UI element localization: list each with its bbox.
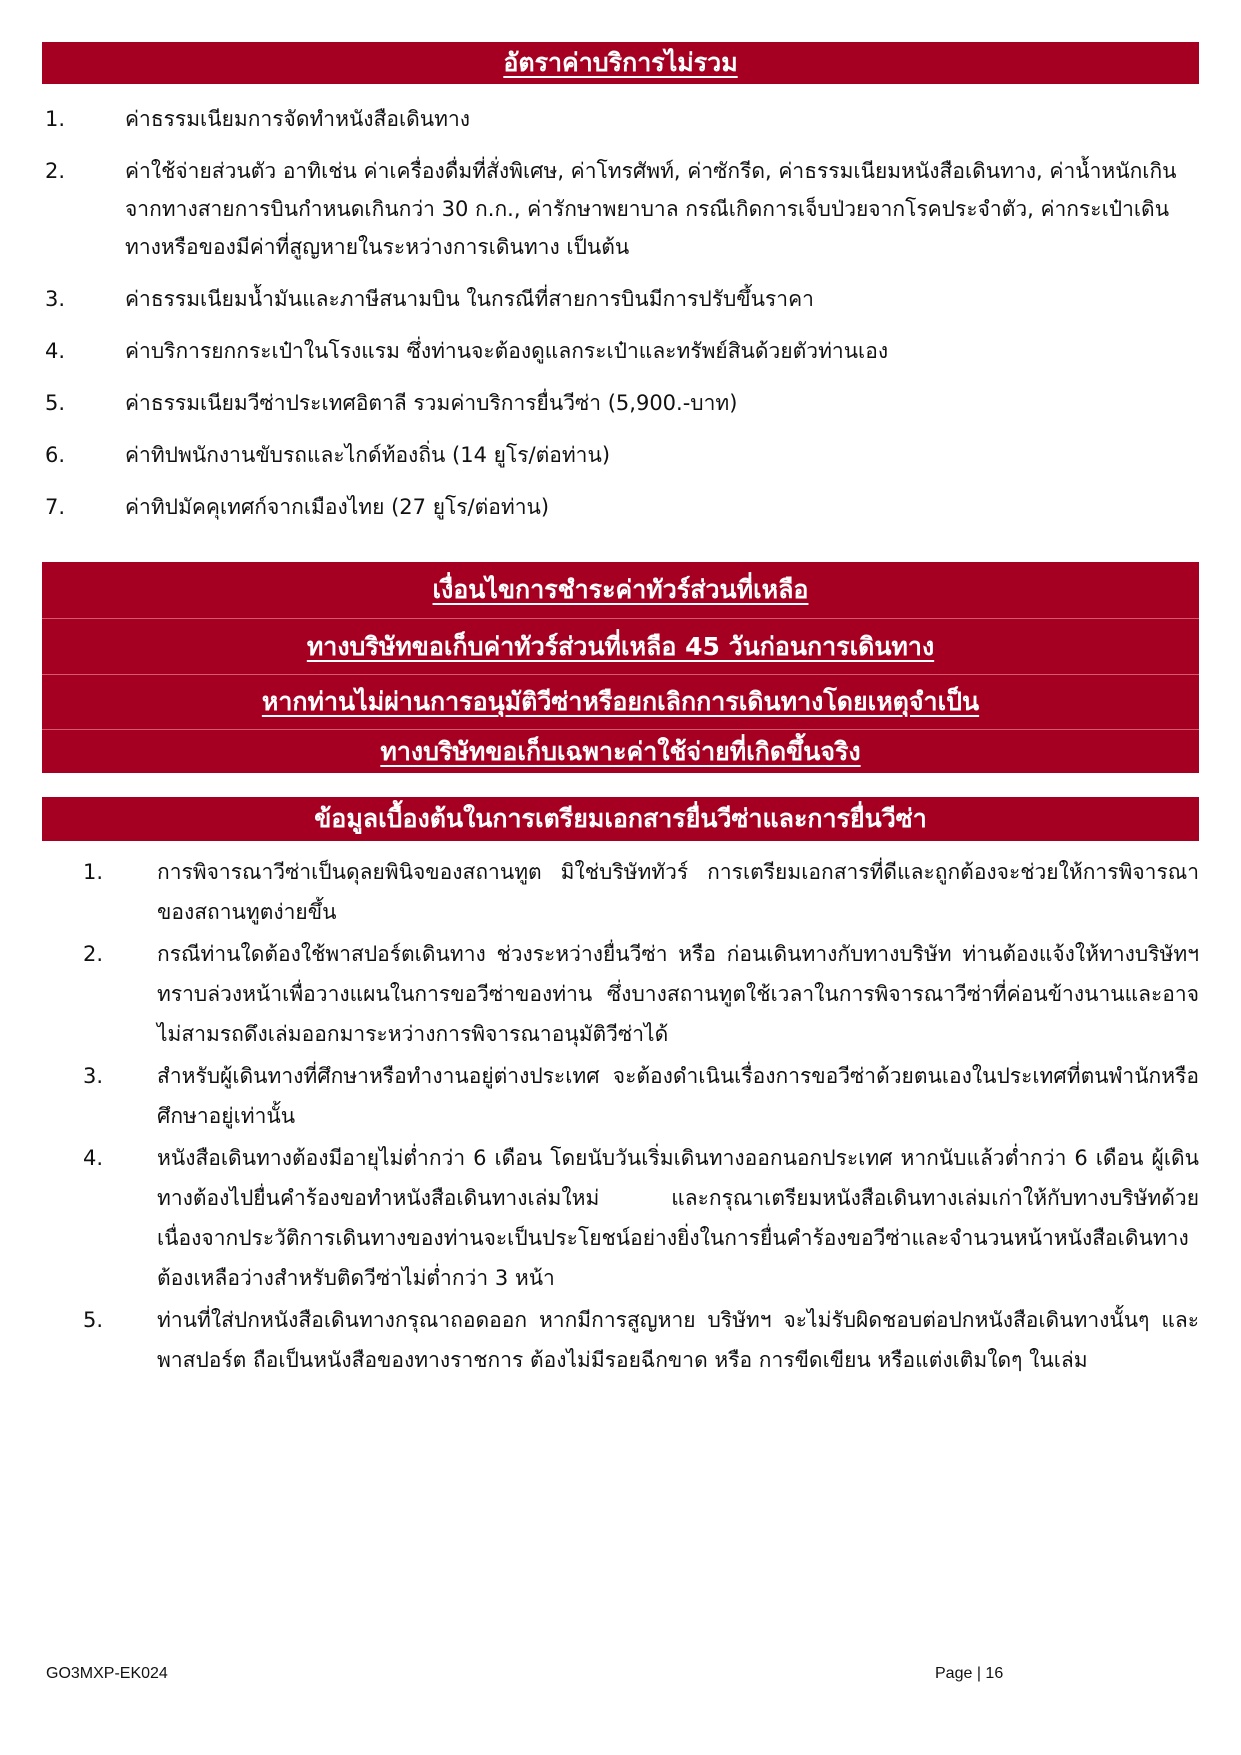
page-number: Page | 16 [935,1665,1004,1682]
item-text: ค่าธรรมเนียมน้ำมันและภาษีสนามบิน ในกรณีที่สายการบินมีการปรับขึ้นราคา [125,287,814,311]
excluded-section-header [42,42,1199,84]
item-number: 2. [45,159,66,183]
item-text: ท่านที่ใส่ปกหนังสือเดินทางกรุณาถอดออก หากมีการสูญหาย บริษัทฯ จะไม่รับผิดชอบต่อปกหนังสือเดินทางนั้นๆ และพาสปอร์ต ถือเป็นหนังสือของทางราชการ ต้องไม่มีรอยฉีกขาด หรือ การขีดเขียน หรือแต่งเติมใดๆ ในเล่ม [157,1308,1199,1372]
list-item [42,1056,1199,1136]
excluded-items-list [42,100,1199,540]
item-number: 4. [83,1146,104,1170]
item-text: ค่าธรรมเนียมวีซ่าประเทศอิตาลี รวมค่าบริการยื่นวีซ่า (5,900.-บาท) [125,391,738,415]
payment-line-2 [42,618,1199,674]
payment-text: หากท่านไม่ผ่านการอนุมัติวีซ่าหรือยกเลิกการเดินทางโดยเหตุจำเป็น [261,687,980,716]
visa-items-list [42,852,1199,1382]
payment-line-3 [42,674,1199,729]
item-text: สำหรับผู้เดินทางที่ศึกษาหรือทำงานอยู่ต่างประเทศ จะต้องดำเนินเรื่องการขอวีซ่าด้วยตนเองในประเทศที่ตนพำนักหรือศึกษาอยู่เท่านั้น [157,1064,1199,1128]
item-number: 6. [45,443,66,467]
visa-section-header [42,797,1199,841]
item-number: 7. [45,495,66,519]
item-text: ค่าธรรมเนียมการจัดทำหนังสือเดินทาง [125,107,471,131]
item-number: 5. [45,391,66,415]
item-number: 5. [83,1308,104,1332]
list-item [42,934,1199,1054]
visa-section-title: ข้อมูลเบื้องต้นในการเตรียมเอกสารยื่นวีซ่าและการยื่นวีซ่า [314,804,927,833]
item-number: 4. [45,339,66,363]
item-number: 1. [45,107,66,131]
list-item [42,1138,1199,1298]
payment-heading: เงื่อนไขการชำระค่าทัวร์ส่วนที่เหลือ [432,575,809,604]
excluded-section-title: อัตราค่าบริการไม่รวม [503,48,738,77]
item-text: ค่าบริการยกกระเป๋าในโรงแรม ซึ่งท่านจะต้องดูแลกระเป๋าและทรัพย์สินด้วยตัวท่านเอง [125,339,889,363]
list-item [42,332,1199,370]
payment-text: ทางบริษัทขอเก็บค่าทัวร์ส่วนที่เหลือ 45 วันก่อนการเดินทาง [306,631,935,661]
payment-line-1 [42,562,1199,618]
payment-line-4 [42,729,1199,773]
item-text: ค่าทิปพนักงานขับรถและไกด์ท้องถิ่น (14 ยูโร/ต่อท่าน) [125,443,611,467]
list-item [42,852,1199,932]
item-number: 2. [83,942,104,966]
list-item [42,152,1199,266]
payment-text: ทางบริษัทขอเก็บเฉพาะค่าใช้จ่ายที่เกิดขึ้นจริง [380,736,861,766]
list-item [42,436,1199,474]
item-text: ค่าใช้จ่ายส่วนตัว อาทิเช่น ค่าเครื่องดื่มที่สั่งพิเศษ, ค่าโทรศัพท์, ค่าซักรีด, ค่าธรรมเนียมหนังสือเดินทาง, ค่าน้ำหนักเกินจากทางสายการบินกำหนดเกินกว่า 30 ก.ก., ค่ารักษาพยาบาล กรณีเกิดการเจ็บป่วยจากโรคประจำตัว, ค่ากระเป๋าเดินทางหรือของมีค่าที่สูญหายในระหว่างการเดินทาง เป็นต้น [125,159,1177,259]
item-text: กรณีท่านใดต้องใช้พาสปอร์ตเดินทาง ช่วงระหว่างยื่นวีซ่า หรือ ก่อนเดินทางกับทางบริษัท ท่านต้องแจ้งให้ทางบริษัทฯ ทราบล่วงหน้าเพื่อวางแผนในการขอวีซ่าของท่าน ซึ่งบางสถานทูตใช้เวลาในการพิจารณาวีซ่าที่ค่อนข้างนานและอาจไม่สามรถดึงเล่มออกมาระหว่างการพิจารณาอนุมัติวีซ่าได้ [157,942,1199,1046]
list-item [42,384,1199,422]
item-text: ค่าทิปมัคคุเทศก์จากเมืองไทย (27 ยูโร/ต่อท่าน) [125,495,550,519]
document-code: GO3MXP-EK024 [46,1665,168,1682]
list-item [42,280,1199,318]
list-item [42,100,1199,138]
item-text: การพิจารณาวีซ่าเป็นดุลยพินิจของสถานทูต มิใช่บริษัททัวร์ การเตรียมเอกสารที่ดีและถูกต้องจะช่วยให้การพิจารณา ของสถานทูตง่ายขึ้น [157,860,1199,924]
item-number: 3. [83,1064,104,1088]
item-number: 1. [83,860,104,884]
list-item [42,488,1199,526]
item-text: หนังสือเดินทางต้องมีอายุไม่ต่ำกว่า 6 เดือน โดยนับวันเริ่มเดินทางออกนอกประเทศ หากนับแล้วต่ำกว่า 6 เดือน ผู้เดินทางต้องไปยื่นคำร้องขอทำหนังสือเดินทางเล่มใหม่ และกรุณาเตรียมหนังสือเดินทางเล่มเก่าให้กับทางบริษัทด้วย เนื่องจากประวัติการเดินทางของท่านจะเป็นประโยชน์อย่างยิ่งในการยื่นคำร้องขอวีซ่าและจำนวนหน้าหนังสือเดินทาง ต้องเหลือว่างสำหรับติดวีซ่าไม่ต่ำกว่า 3 หน้า [157,1146,1199,1290]
list-item [42,1300,1199,1380]
item-number: 3. [45,287,66,311]
